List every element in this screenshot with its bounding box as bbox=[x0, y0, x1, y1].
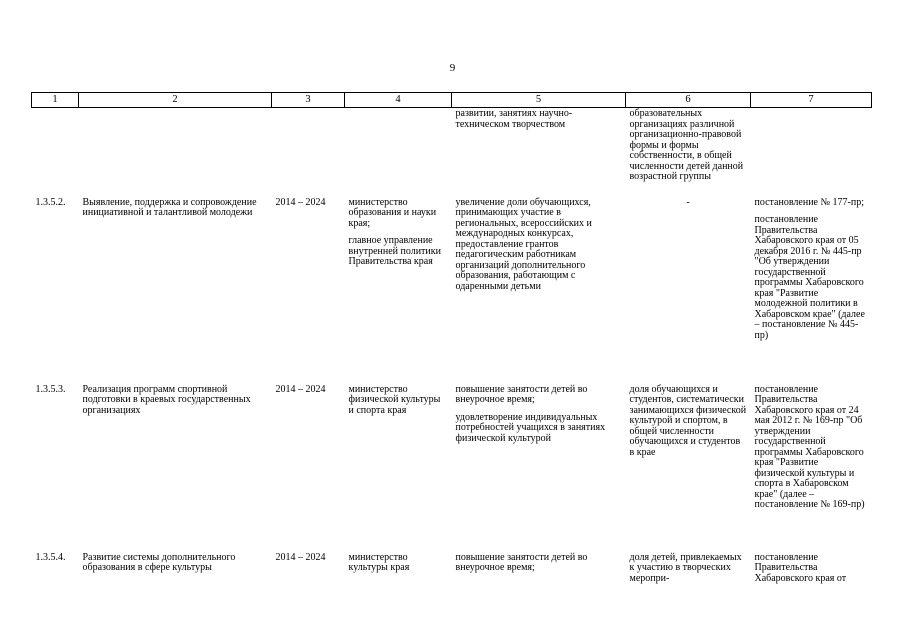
table-row bbox=[32, 385, 872, 553]
table-row bbox=[32, 108, 872, 198]
page-number: 9 bbox=[449, 62, 456, 74]
result-text: повышение занятости детей во внеурочное время; bbox=[455, 383, 588, 405]
legal-basis bbox=[751, 198, 872, 385]
basis-text: постановление № 177-пр; bbox=[754, 196, 864, 208]
expected-result bbox=[452, 108, 626, 198]
measure-name: Реализация программ спортивной подготовки в краевых государственных организациях bbox=[82, 383, 251, 416]
executor bbox=[345, 385, 452, 553]
executor-text: главное управление внутренней политики Правительства края bbox=[348, 235, 441, 267]
executor-text: министерство культуры края bbox=[348, 551, 410, 573]
program-table bbox=[31, 92, 872, 593]
indicator: доля обучающихся и студентов, систематически занимающихся физической культурой и спортом, в общей численности обучающихся и студентов в крае bbox=[629, 383, 747, 458]
column-header: 3 bbox=[272, 93, 345, 108]
expected-result bbox=[452, 385, 626, 553]
legal-basis bbox=[751, 553, 872, 593]
result-text: удовлетворение индивидуальных потребностей учащихся в занятиях физической культурой bbox=[455, 411, 606, 444]
column-header: 2 bbox=[79, 93, 272, 108]
executor-text: министерство образования и науки края; bbox=[348, 196, 437, 229]
basis-text: постановление Правительства Хабаровского края от 05 декабря 2016 г. № 445-пр "Об утверждении государственной программы Хабаровского края "Развитие молодежной политики в Хабаровском крае" (далее – постановление № 445-пр) bbox=[754, 214, 865, 341]
executor bbox=[345, 108, 452, 198]
measure-name bbox=[79, 108, 272, 198]
column-header: 6 bbox=[626, 93, 751, 108]
period: 2014 – 2024 bbox=[275, 196, 326, 208]
period: 2014 – 2024 bbox=[275, 383, 326, 395]
indicator: образовательных организациях различной организационно-правовой формы и формы собственности, в общей численности детей данной возрастной группы bbox=[629, 108, 744, 182]
period bbox=[272, 108, 345, 198]
executor bbox=[345, 198, 452, 385]
basis-text: постановление Правительства Хабаровского края от bbox=[754, 551, 847, 584]
indicator: - bbox=[686, 196, 690, 208]
row-number: 1.3.5.4. bbox=[35, 551, 66, 563]
column-header: 4 bbox=[345, 93, 452, 108]
executor-text: министерство физической культуры и спорта края bbox=[348, 383, 441, 416]
row-number: 1.3.5.3. bbox=[35, 383, 66, 395]
column-header: 7 bbox=[751, 93, 872, 108]
row-number bbox=[32, 108, 79, 198]
result-text: увеличение доли обучающихся, принимающих участие в региональных, всероссийских и международных конкурсах, предоставление грантов педагогическим работникам организаций дополнительного образования, работающим с одаренными детьми bbox=[455, 196, 592, 292]
column-header: 5 bbox=[452, 93, 626, 108]
executor bbox=[345, 553, 452, 593]
period: 2014 – 2024 bbox=[275, 551, 326, 563]
row-number: 1.3.5.2. bbox=[35, 196, 66, 208]
table-header-row bbox=[32, 93, 872, 108]
legal-basis bbox=[751, 385, 872, 553]
basis-text: постановление Правительства Хабаровского края от 24 мая 2012 г. № 169-пр "Об утверждении государственной программы Хабаровского края "Развитие физической культуры и спорта в Хабаровском крае" (далее – постановление № 169-пр) bbox=[754, 383, 865, 510]
expected-result bbox=[452, 198, 626, 385]
table-row bbox=[32, 553, 872, 593]
table-row bbox=[32, 198, 872, 385]
legal-basis bbox=[751, 108, 872, 198]
indicator: доля детей, привлекаемых к участию в творческих меропри- bbox=[629, 551, 742, 584]
measure-name: Выявление, поддержка и сопровождение инициативной и талантливой молодежи bbox=[82, 196, 257, 218]
expected-result bbox=[452, 553, 626, 593]
result-text: развитии, занятиях научно-техническом творчеством bbox=[455, 108, 573, 130]
result-text: повышение занятости детей во внеурочное время; bbox=[455, 551, 588, 573]
column-header: 1 bbox=[32, 93, 79, 108]
measure-name: Развитие системы дополнительного образования в сфере культуры bbox=[82, 551, 236, 573]
